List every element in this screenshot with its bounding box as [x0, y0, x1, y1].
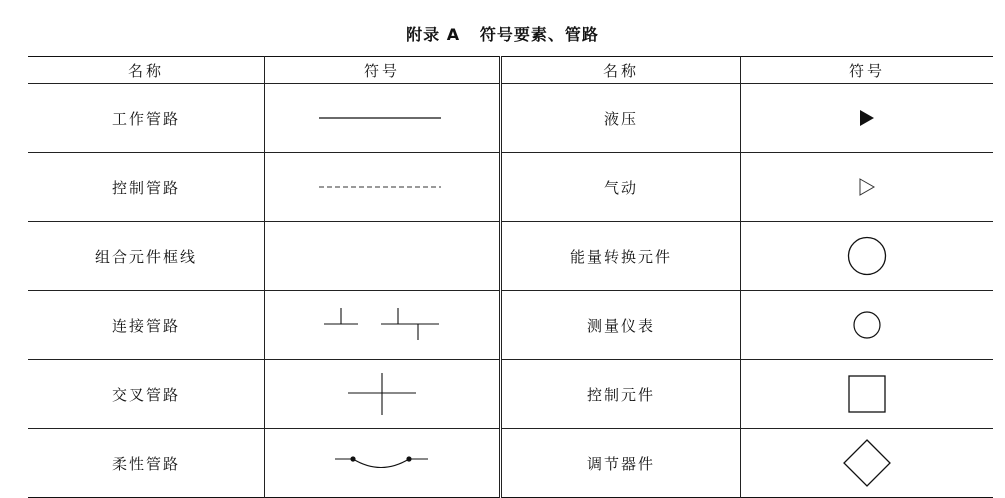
square-icon: [847, 374, 887, 414]
table-row: [28, 429, 993, 498]
header-right-name: 名称: [501, 57, 741, 84]
header-right-symbol: 符号: [741, 57, 994, 84]
symbol-cell: [741, 84, 994, 153]
row-name-regulating-device: 调节器件: [501, 429, 741, 498]
solid-line-icon: [317, 112, 447, 124]
symbol-cell: [265, 222, 501, 291]
table-row: [28, 360, 993, 429]
row-name-assembly-frame: 组合元件框线: [28, 222, 265, 291]
symbol-cell: [741, 153, 994, 222]
symbol-cell: [265, 291, 501, 360]
symbol-table: [28, 56, 993, 498]
symbol-cell: [265, 153, 501, 222]
page-title: 附录 A 符号要素、管路: [406, 25, 599, 44]
row-name-crossing-lines: 交叉管路: [28, 360, 265, 429]
symbol-cell: [741, 291, 994, 360]
table-header-row: [28, 57, 993, 84]
row-name-control-line: 控制管路: [28, 153, 265, 222]
row-name-pneumatic: 气动: [501, 153, 741, 222]
large-circle-icon: [846, 235, 888, 277]
row-name-working-line: 工作管路: [28, 84, 265, 153]
symbol-cell: [265, 360, 501, 429]
table-row: [28, 222, 993, 291]
table-row: [28, 153, 993, 222]
table-row: [28, 291, 993, 360]
diamond-icon: [842, 438, 892, 488]
row-name-measuring-instrument: 测量仪表: [501, 291, 741, 360]
row-name-hydraulic: 液压: [501, 84, 741, 153]
header-left-name: 名称: [28, 57, 265, 84]
symbol-cell: [741, 429, 994, 498]
symbol-cell: [265, 429, 501, 498]
connected-lines-icon: [322, 306, 442, 344]
row-name-energy-converter: 能量转换元件: [501, 222, 741, 291]
crossing-lines-icon: [346, 371, 418, 417]
dashed-line-icon: [317, 181, 447, 193]
flexible-line-icon: [333, 452, 431, 474]
symbol-cell: [741, 222, 994, 291]
header-left-symbol: 符号: [265, 57, 501, 84]
filled-triangle-icon: [857, 108, 877, 128]
row-name-flexible-line: 柔性管路: [111, 454, 180, 473]
symbol-cell: [741, 360, 994, 429]
table-row: [28, 84, 993, 153]
row-name-control-element: 控制元件: [501, 360, 741, 429]
hollow-triangle-icon: [857, 177, 877, 197]
row-name-connected-lines: 连接管路: [28, 291, 265, 360]
small-circle-icon: [851, 309, 883, 341]
symbol-cell: [265, 84, 501, 153]
